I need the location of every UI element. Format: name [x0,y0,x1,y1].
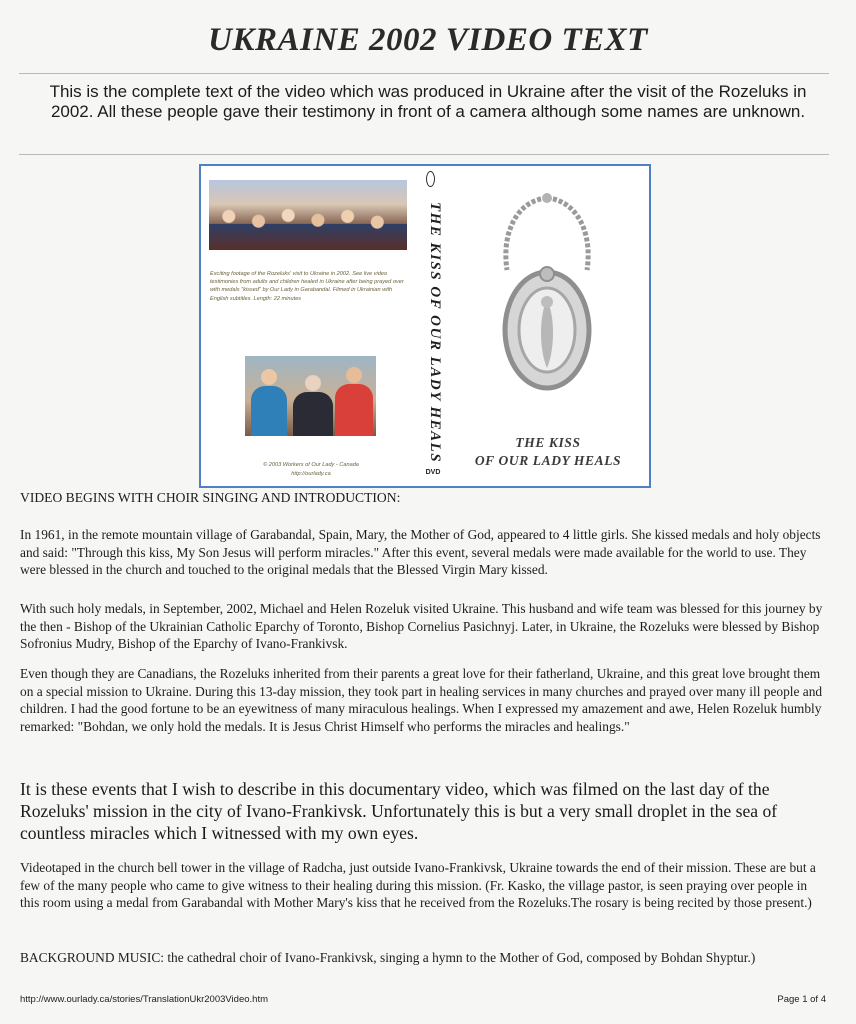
paragraph-mission: Even though they are Canadians, the Rozeluks inherited from their parents a great love for their fatherland, Ukraine, and this great love brought them on a special mission to Ukraine. During this 13-day mission, they took part in healing services in many churches and prayed over many ill people and children. I had the good fortune to be an eyewitness of many miraculous healings. When I expressed my amazement and awe, Helen Rozeluk humbly remarked: "Bohdan, we only hold the medals. It is Jesus Christ Himself who performs the miracles and healings." [20,666,823,734]
dvd-logo: DVD [425,469,441,476]
dvd-cover-image [199,164,651,488]
page-number: Page 1 of 4 [777,994,826,1005]
group-photo [245,356,376,436]
dvd-credit-url: http://ourlady.ca [291,470,331,477]
footer-url: http://www.ourlady.ca/stories/TranslationUkr2003Video.htm [20,994,268,1005]
medal-icon [477,190,617,400]
paragraph-documentary: It is these events that I wish to describe in this documentary video, which was filmed on the last day of the Rozeluks' mission in the city of Ivano-Frankivsk. Unfortunately this is but a very small droplet in the sea of countless miracles which I witnessed with my own eyes. [20,779,778,843]
dvd-front-title-line2: OF OUR LADY HEALS [474,453,622,468]
dvd-front-title-line1: THE KISS [515,435,581,450]
paragraph-garabandal: In 1961, in the remote mountain village of Garabandal, Spain, Mary, the Mother of God, appeared to 4 little girls. She kissed medals and holy objects and said: "Through this kiss, My Son Jesus will perform miracles." After this event, several medals were made available for the world to use. They were blessed in the church and touched to the original medals that the Blessed Virgin Mary kissed. [20,527,821,577]
page-title: UKRAINE 2002 VIDEO TEXT [208,22,648,58]
dvd-front-title [447,434,649,470]
background-music-note: BACKGROUND MUSIC: the cathedral choir of Ivano-Frankivsk, singing a hymn to the Mother of God, composed by Bohdan Shyptur.) [20,950,756,965]
medal-icon [426,171,435,187]
crowd-photo [209,180,407,250]
spine-title: THE KISS OF OUR LADY HEALS [427,202,443,464]
dvd-credit [221,461,401,478]
top-divider [19,73,829,74]
dvd-front-cover [447,166,649,486]
paragraph-bell-tower: Videotaped in the church bell tower in the village of Radcha, just outside Ivano-Frankivsk, Ukraine towards the end of their mission. These are but a few of the many people who came to give witness to their healing during this mission. (Fr. Kasko, the village pastor, is seen praying over people in this room using a medal from Garabandal with Mother Mary's kiss that he received from the Rozeluks.The rosary is being recited by those present.) [20,860,816,910]
paragraph-rozeluk-visit: With such holy medals, in September, 2002, Michael and Helen Rozeluk visited Ukraine. This husband and wife team was blessed for this journey by the then - Bishop of the Ukrainian Catholic Eparchy of Toronto, Bishop Cornelius Pasichnyj. Later, in Ukraine, the Rozeluks were blessed by Bishop Sofronius Mudry, Bishop of the Eparchy of Ivano-Frankivsk. [20,601,823,651]
intro-divider [19,154,829,155]
section-heading: VIDEO BEGINS WITH CHOIR SINGING AND INTRODUCTION: [20,490,401,505]
dvd-credit-copyright: © 2003 Workers of Our Lady - Canada [263,462,359,468]
dvd-back-cover [201,166,420,486]
dvd-back-blurb: Exciting footage of the Rozeluks' visit to Ukraine in 2002. See live video testimonies from adults and children healed in Ukraine after being prayed over with medals "kissed" by Our Lady in Garabandal. Filmed in Ukrainian with English subtitles. Length: 22 minutes [210,271,404,302]
intro-text: This is the complete text of the video which was produced in Ukraine after the visit of the Rozeluks in 2002. All these people gave their testimony in front of a camera although some names are unknown. [49,82,807,121]
dvd-spine [420,166,447,486]
